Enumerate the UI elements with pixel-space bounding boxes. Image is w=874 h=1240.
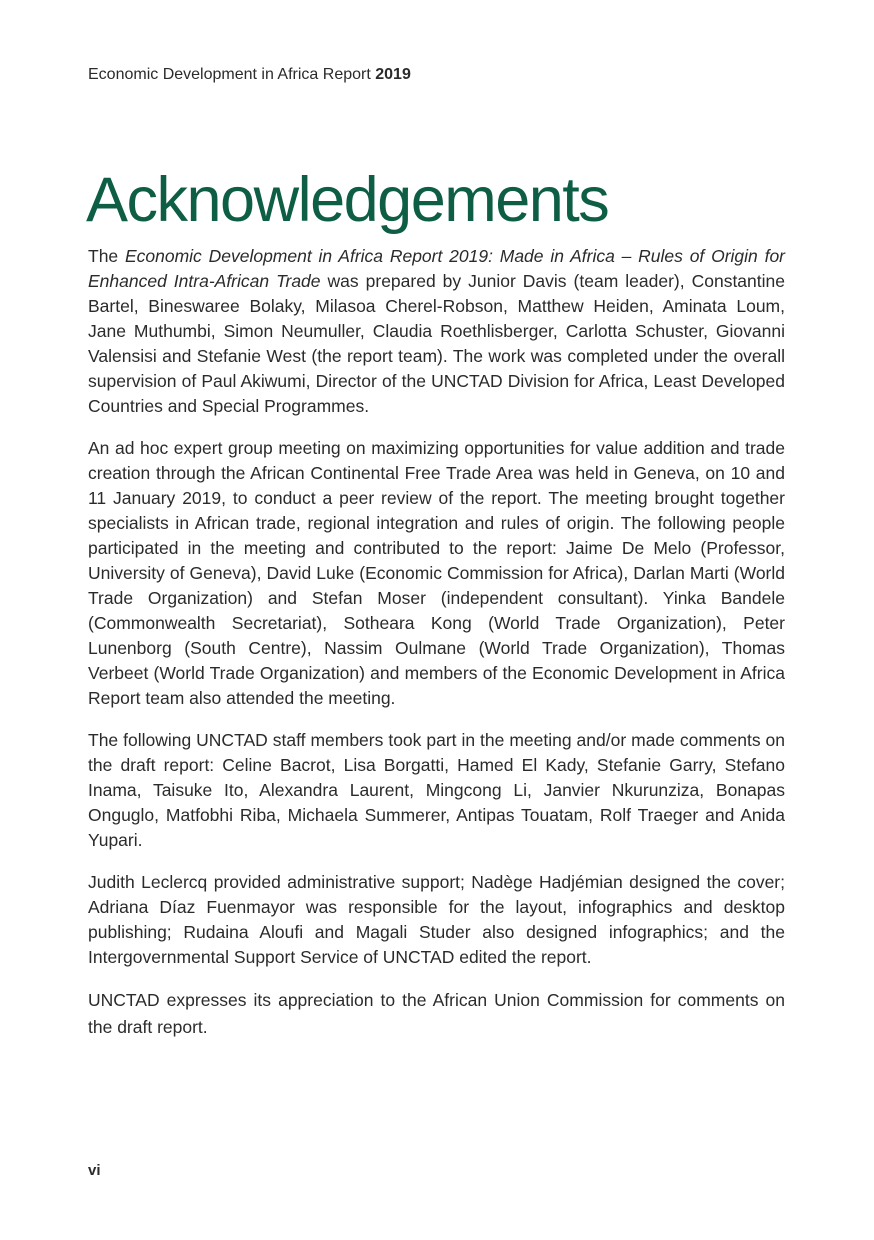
paragraph-production-support: Judith Leclercq provided administrative support; Nadège Hadjémian designed the cover; Adriana Díaz Fuenmayor was responsible for the layout, infographics and desktop publishing; Rudaina Aloufi and Magali Studer also designed infographics; and the Intergovernmental Support Service of UNCTAD edited the report. [88,872,785,967]
paragraph-report-team [88,244,785,419]
running-header-title: Economic Development in Africa Report [88,66,371,83]
page-title: Acknowledgements [86,165,609,235]
paragraph-lead: The [88,246,125,266]
paragraph-unctad-staff: The following UNCTAD staff members took part in the meeting and/or made comments on the draft report: Celine Bacrot, Lisa Borgatti, Hamed El Kady, Stefanie Garry, Stefano Inama, Taisuke Ito, Alexandra Laurent, Mingcong Li, Janvier Nkurunziza, Bonapas Onguglo, Matfobhi Riba, Michaela Summerer, Antipas Touatam, Rolf Traeger and Anida Yupari. [88,730,785,850]
paragraph-expert-meeting: An ad hoc expert group meeting on maximizing opportunities for value addition and trade creation through the African Continental Free Trade Area was held in Geneva, on 10 and 11 January 2019, to conduct a peer review of the report. The meeting brought together specialists in African trade, regional integration and rules of origin. The following people participated in the meeting and contributed to the report: Jaime De Melo (Professor, University of Geneva), David Luke (Economic Commission for Africa), Darlan Marti (World Trade Organization) and Stefan Moser (independent consultant). Yinka Bandele (Commonwealth Secretariat), Sotheara Kong (World Trade Organization), Peter Lunenborg (South Centre), Nassim Oulmane (World Trade Organization), Thomas Verbeet (World Trade Organization) and members of the Economic Development in Africa Report team also attended the meeting. [88,438,785,708]
paragraph-appreciation: UNCTAD expresses its appreciation to the African Union Commission for comments on the draft report. [88,990,785,1037]
running-header [88,66,411,84]
paragraph-rest: was prepared by Junior Davis (team leader), Constantine Bartel, Bineswaree Bolaky, Milasoa Cherel-Robson, Matthew Heiden, Aminata Loum, Jane Muthumbi, Simon Neumuller, Claudia Roethlisberger, Carlotta Schuster, Giovanni Valensisi and Stefanie West (the report team). The work was completed under the overall supervision of Paul Akiwumi, Director of the UNCTAD Division for Africa, Least Developed Countries and Special Programmes. [88,271,785,416]
running-header-year: 2019 [375,66,411,83]
report-title-italic: Economic Development in Africa Report 2019: Made in Africa – Rules of Origin for Enhanced Intra-African Trade [88,246,785,291]
page-number: vi [88,1162,101,1179]
acknowledgements-body [88,244,785,1058]
